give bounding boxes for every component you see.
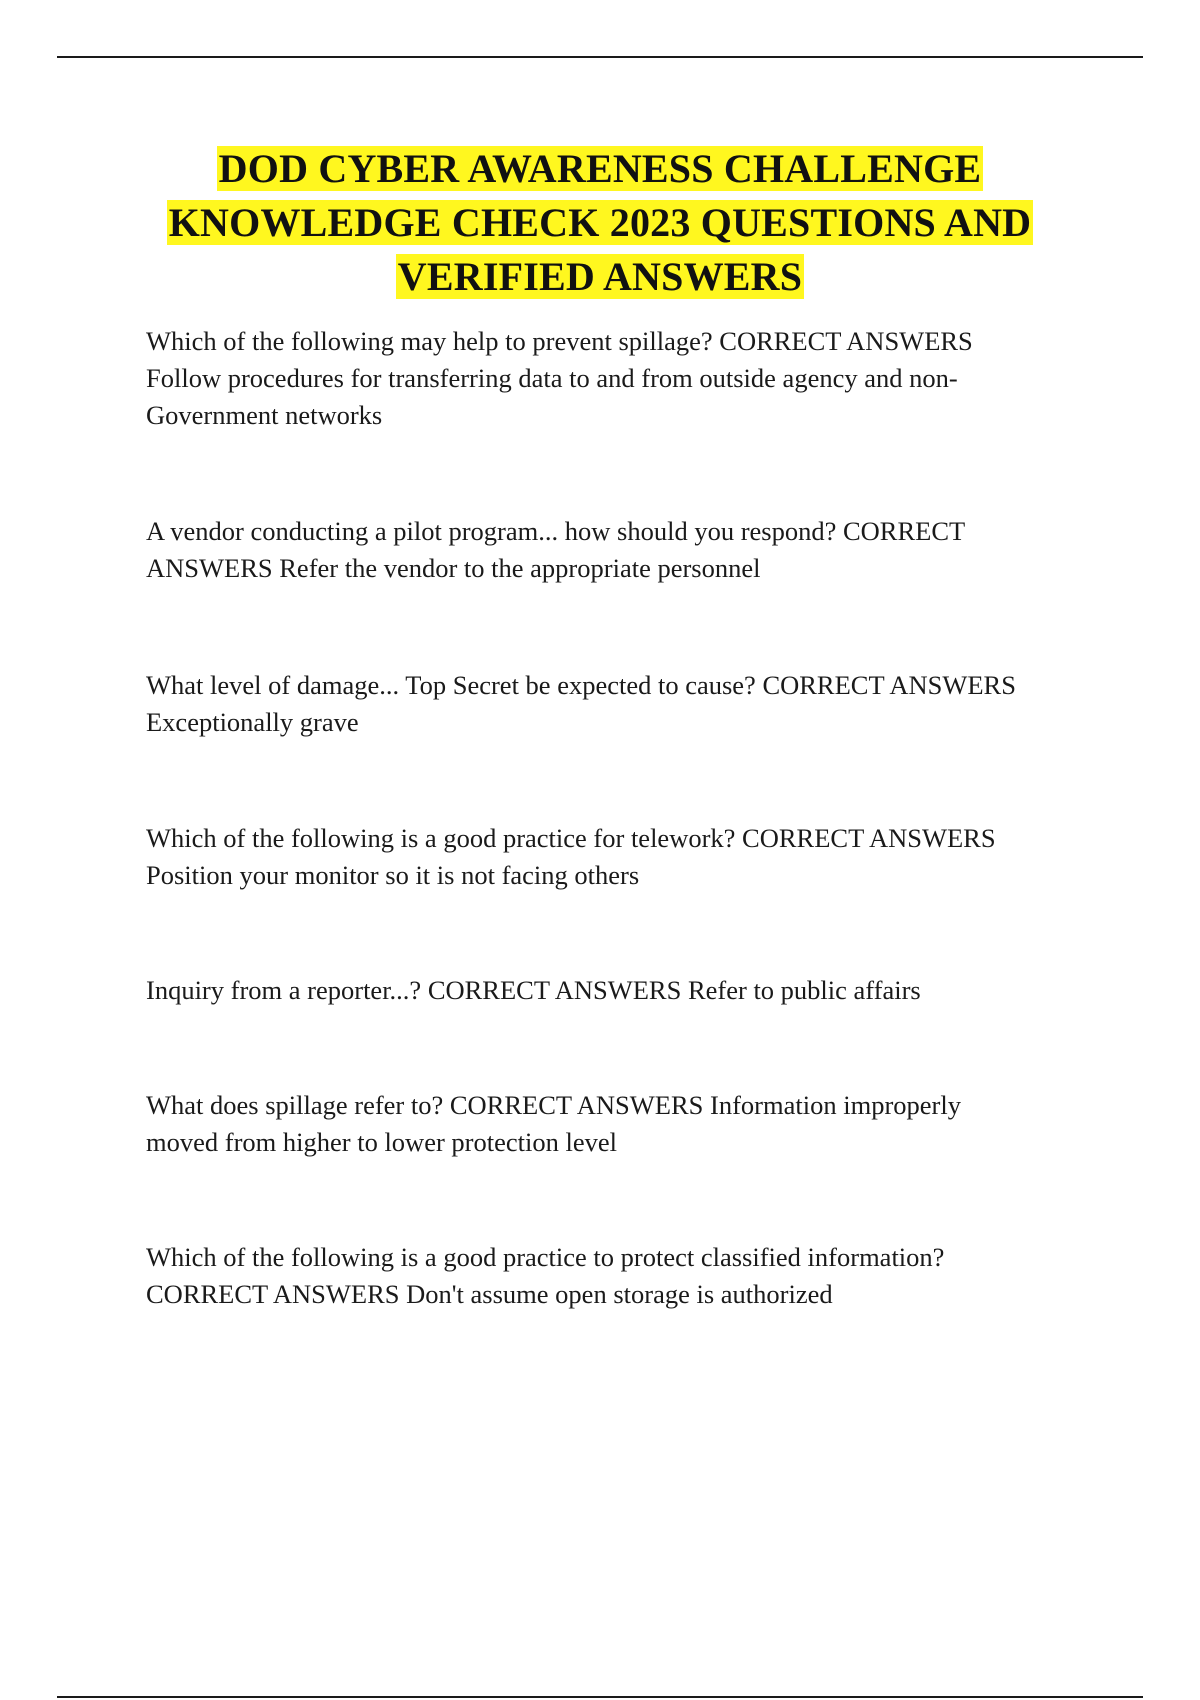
qa-item-1 [146, 323, 1096, 434]
qa-line: Inquiry from a reporter...? CORRECT ANSWERS Refer to public affairs [146, 975, 921, 1005]
qa-line: Exceptionally grave [146, 707, 359, 737]
qa-item-3 [146, 667, 1096, 741]
qa-line: Position your monitor so it is not facing others [146, 860, 640, 890]
qa-line: A vendor conducting a pilot program... how should you respond? CORRECT [146, 516, 966, 546]
qa-item-7 [146, 1239, 1096, 1313]
bottom-rule [57, 1696, 1143, 1698]
qa-line: Which of the following is a good practice for telework? CORRECT ANSWERS [146, 823, 996, 853]
qa-line: What level of damage... Top Secret be expected to cause? CORRECT ANSWERS [146, 670, 1016, 700]
qa-line: CORRECT ANSWERS Don't assume open storage is authorized [146, 1279, 833, 1309]
qa-item-4 [146, 820, 1096, 894]
title-line-3: VERIFIED ANSWERS [397, 254, 803, 299]
qa-line: Follow procedures for transferring data to and from outside agency and non- [146, 363, 958, 393]
qa-item-5 [146, 972, 1096, 1009]
qa-item-6 [146, 1087, 1096, 1161]
top-rule [57, 56, 1143, 58]
title-line-2: KNOWLEDGE CHECK 2023 QUESTIONS AND [168, 200, 1032, 245]
title-line-1: DOD CYBER AWARENESS CHALLENGE [218, 146, 982, 191]
qa-line: Government networks [146, 400, 383, 430]
qa-line: Which of the following may help to prevent spillage? CORRECT ANSWERS [146, 326, 973, 356]
qa-line: Which of the following is a good practice to protect classified information? [146, 1242, 945, 1272]
qa-line: ANSWERS Refer the vendor to the appropriate personnel [146, 553, 761, 583]
qa-line: What does spillage refer to? CORRECT ANSWERS Information improperly [146, 1090, 961, 1120]
document-title [0, 142, 1200, 304]
qa-item-2 [146, 513, 1096, 587]
qa-line: moved from higher to lower protection level [146, 1127, 617, 1157]
